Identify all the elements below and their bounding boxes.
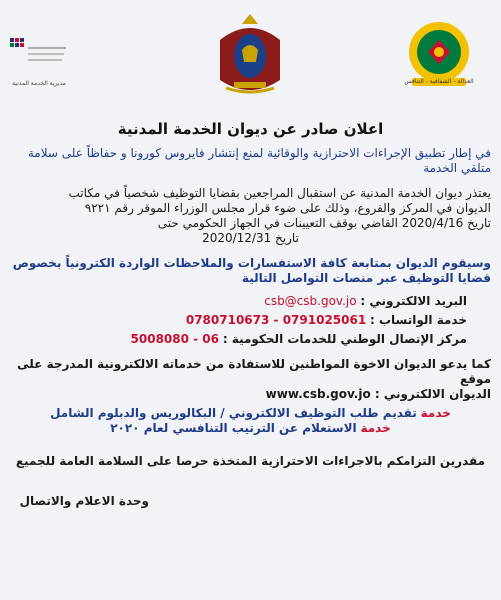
services-list	[10, 406, 491, 436]
logo-left-caption: مديرية الخدمة المدنية	[12, 80, 66, 87]
logo-bar	[0, 0, 501, 110]
apology-line-1: يعتذر ديوان الخدمة المدنية عن استقبال المراجعين بقضايا التوظيف شخصياً في مكاتب	[68, 186, 491, 200]
apology-line-4: تاريخ 2020/12/31	[202, 231, 299, 245]
invite-paragraph	[10, 357, 491, 402]
signature: وحدة الاعلام والاتصال	[19, 494, 149, 508]
contact-whatsapp	[10, 313, 467, 328]
page-title: اعلان صادر عن ديوان الخدمة المدنية	[117, 120, 384, 138]
website-label: الديوان الالكتروني :	[374, 387, 491, 401]
service-2-text: الاستعلام عن الترتيب التنافسي لعام ٢٠٢٠	[110, 421, 357, 435]
service-1-prefix: خدمة	[420, 406, 451, 420]
contact-email	[10, 294, 467, 309]
contacts-list	[10, 294, 491, 347]
intro-paragraph: في إطار تطبيق الإجراءات الاحترازية والوقائية لمنع إنتشار فايروس كورونا و حفاظاً على سلامة متلقي الخدمة	[27, 146, 491, 175]
email-value[interactable]: csb@csb.gov.jo	[264, 294, 357, 308]
apology-line-2: الديوان في المركز والفروع، وذلك على ضوء قرار مجلس الوزراء الموقر رقم ٩٢٢١	[84, 201, 491, 215]
whatsapp-label: خدمة الواتساب :	[370, 313, 467, 327]
website-link[interactable]: www.csb.gov.jo	[265, 387, 371, 401]
invite-line-2	[10, 387, 491, 402]
contact-call-center	[10, 332, 467, 347]
call-center-label: مركز الإتصال الوطني للخدمات الحكومية :	[222, 332, 467, 346]
email-label: البريد الالكتروني :	[360, 294, 467, 308]
logo-right-caption: العدالة - الشفافية - التنافس	[404, 78, 474, 85]
followup-paragraph: وسيقوم الديوان بمتابعة كافة الاستفسارات والملاحظات الواردة الكترونياً بخصوص قضايا التوظيف عبر منصات التواصل التالية	[12, 256, 491, 285]
service-item-2[interactable]	[10, 421, 491, 436]
invite-line-1: كما يدعو الديوان الاخوة المواطنين للاستفادة من خدماته الالكترونية المدرجة على موقع	[17, 357, 491, 386]
government-services-logo	[6, 32, 70, 80]
closing-paragraph: مقدرين التزامكم بالاجراءات الاحترازية المتخذة حرصا على السلامة العامة للجميع	[15, 454, 486, 468]
jordan-coat-of-arms-logo	[212, 10, 288, 102]
call-center-value[interactable]: 5008080 - 06	[130, 332, 219, 346]
service-item-1[interactable]	[10, 406, 491, 421]
service-1-text: تقديم طلب التوظيف الالكتروني / البكالوريس والدبلوم الشامل	[50, 406, 417, 420]
apology-paragraph	[10, 186, 491, 246]
whatsapp-value[interactable]: 0780710673 - 0791025061	[185, 313, 367, 327]
apology-line-3: تاريخ 2020/4/16 القاضي بوقف التعيينات في الجهاز الحكومي حتى	[157, 216, 491, 230]
service-2-prefix: خدمة	[360, 421, 391, 435]
announcement-body	[10, 120, 491, 469]
